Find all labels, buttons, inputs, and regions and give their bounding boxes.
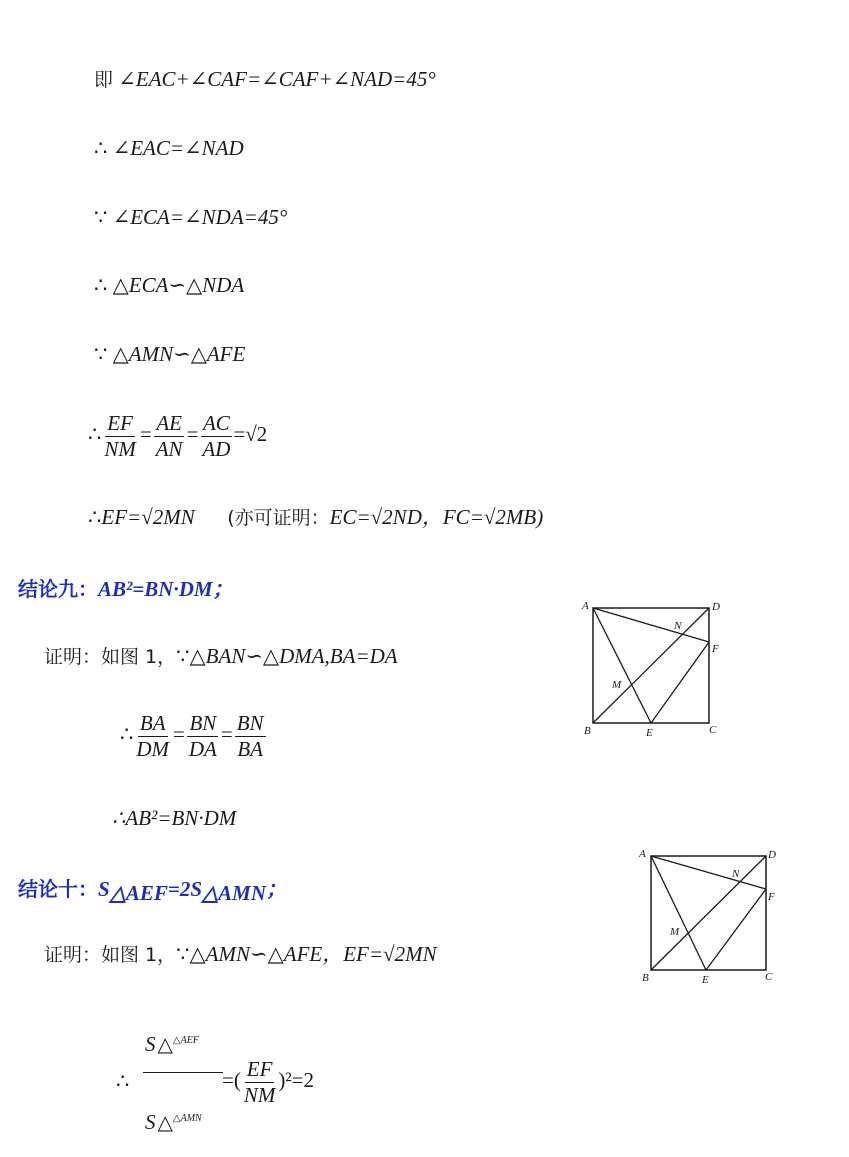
area-s: S (145, 1110, 156, 1134)
because-symbol: ∵ (94, 342, 108, 366)
proof-label: 证明：如图 1， (44, 646, 177, 668)
area-subscript-amn: △AMN (202, 881, 267, 905)
numerator: EF (246, 1056, 273, 1081)
line-1 (94, 66, 436, 93)
numerator-subscript: △AEF (172, 1035, 199, 1046)
geometry-figure-1 (576, 598, 726, 740)
sqrt2-tail: =√2 (233, 422, 268, 446)
similar-triangles: △ECA∽△NDA (112, 273, 245, 297)
label-m: M (670, 926, 680, 938)
proof-label: 证明：如图 1， (44, 944, 177, 966)
conclusion-10-label: 结论十： (18, 877, 98, 901)
angle-equality: ∠EAC=∠NAD (112, 136, 244, 160)
conclusion-10-proof-line (44, 941, 437, 968)
line-6-ratio: ∴ $\frac{EF}{NM}$ = $\frac{AE}{AN}$ = $\frac{AC}{AD}$ =√2 (88, 410, 268, 461)
label-e: E (646, 727, 653, 739)
line-ef (651, 642, 709, 723)
label-m: M (612, 679, 622, 691)
line-ef (706, 889, 766, 970)
denominator-area (145, 1110, 202, 1135)
denominator: AD (202, 436, 231, 461)
therefore-symbol: ∴ (116, 1069, 130, 1093)
line-4 (94, 272, 244, 298)
conclusion-9-result: ∴AB²=BN·DM (112, 806, 237, 830)
line-5 (94, 341, 245, 367)
denominator: NM (243, 1082, 276, 1107)
conclusion-9-heading (18, 573, 234, 603)
numerator-area (145, 1032, 199, 1057)
heading-end: ； (266, 877, 288, 901)
label-f: F (768, 891, 775, 903)
denominator: DM (136, 736, 170, 761)
line-2 (94, 135, 244, 161)
line-ae (593, 608, 651, 723)
area-ratio-fraction (143, 1030, 223, 1142)
denominator-subscript: △AMN (172, 1113, 202, 1124)
fraction-ef-nm (102, 411, 138, 462)
therefore-symbol: ∴ (88, 422, 102, 446)
label-n: N (732, 868, 740, 880)
therefore-symbol: ∴ (94, 136, 108, 160)
area-subscript-aef: △AEF (109, 881, 168, 905)
denominator: BA (237, 736, 263, 761)
denominator: DA (188, 736, 217, 761)
triangle-symbol: △ (157, 1112, 173, 1134)
label-b: B (584, 725, 591, 737)
fraction-bn-da (187, 711, 219, 762)
label-d: D (712, 601, 720, 613)
numerator: BN (189, 710, 217, 735)
numerator: BA (139, 710, 166, 735)
label-d: D (768, 849, 776, 861)
numerator: EF (107, 410, 133, 435)
because-symbol: ∵ (94, 205, 108, 229)
area-s: S (145, 1032, 156, 1056)
proof-expression: △AMN∽△AFE，EF=√2MN (189, 942, 437, 966)
label-b: B (642, 972, 649, 984)
therefore-symbol: ∴ (88, 505, 102, 529)
note-open: (亦可证明： (227, 507, 330, 529)
fraction-bn-ba (235, 711, 266, 762)
label-a: A (639, 848, 646, 860)
angle-equation: ∠EAC+∠CAF=∠CAF+∠NAD=45° (118, 67, 436, 91)
label-f: F (712, 643, 719, 655)
note-expression: EC=√2ND，FC=√2MB) (329, 505, 544, 529)
squared-equals-two: )²=2 (278, 1068, 314, 1092)
because-symbol: ∵ (176, 644, 190, 668)
triangle-symbol: △ (157, 1034, 173, 1056)
conclusion-9-formula: AB²=BN·DM； (98, 577, 234, 601)
angle-equality: ∠ECA=∠NDA=45° (112, 205, 288, 229)
because-symbol: ∵ (176, 942, 190, 966)
equals-2s: =2S (167, 877, 203, 901)
geometry-figure-2 (636, 846, 786, 988)
conclusion-9-ratio: ∴ $\frac{BA}{DM}$ = $\frac{BN}{DA}$ = $\frac{BN}{BA}$ (120, 710, 264, 761)
line-ae (651, 856, 706, 970)
equals-open-paren: =( (222, 1068, 241, 1092)
therefore-symbol: ∴ (120, 722, 134, 746)
similar-triangles: △AMN∽△AFE (112, 342, 246, 366)
conclusion-9-proof-line (44, 643, 398, 670)
denominator: AN (155, 436, 183, 461)
therefore-symbol: ∴ (94, 273, 108, 297)
label-c: C (709, 724, 717, 736)
fraction-ae-an (154, 411, 185, 462)
conclusion-9-label: 结论九： (18, 577, 98, 601)
prefix-ji: 即 (94, 69, 114, 91)
numerator: AE (156, 410, 182, 435)
numerator: BN (236, 710, 264, 735)
label-n: N (674, 620, 682, 632)
line-3 (94, 204, 287, 230)
conclusion-10-heading (18, 873, 287, 906)
fraction-ba-dm (134, 711, 171, 762)
numerator: AC (202, 410, 230, 435)
ratio-squared (222, 1054, 314, 1108)
fraction-ac-ad (200, 411, 232, 462)
line-7 (88, 504, 543, 531)
proof-expression: △BAN∽△DMA,BA=DA (189, 644, 398, 668)
label-c: C (765, 971, 773, 983)
denominator: NM (104, 436, 136, 461)
label-e: E (702, 974, 709, 986)
fraction-ef-nm (242, 1057, 278, 1108)
fraction-bar (143, 1072, 223, 1073)
ef-equation: EF=√2MN (101, 505, 195, 529)
area-s: S (98, 877, 110, 901)
label-a: A (582, 600, 589, 612)
